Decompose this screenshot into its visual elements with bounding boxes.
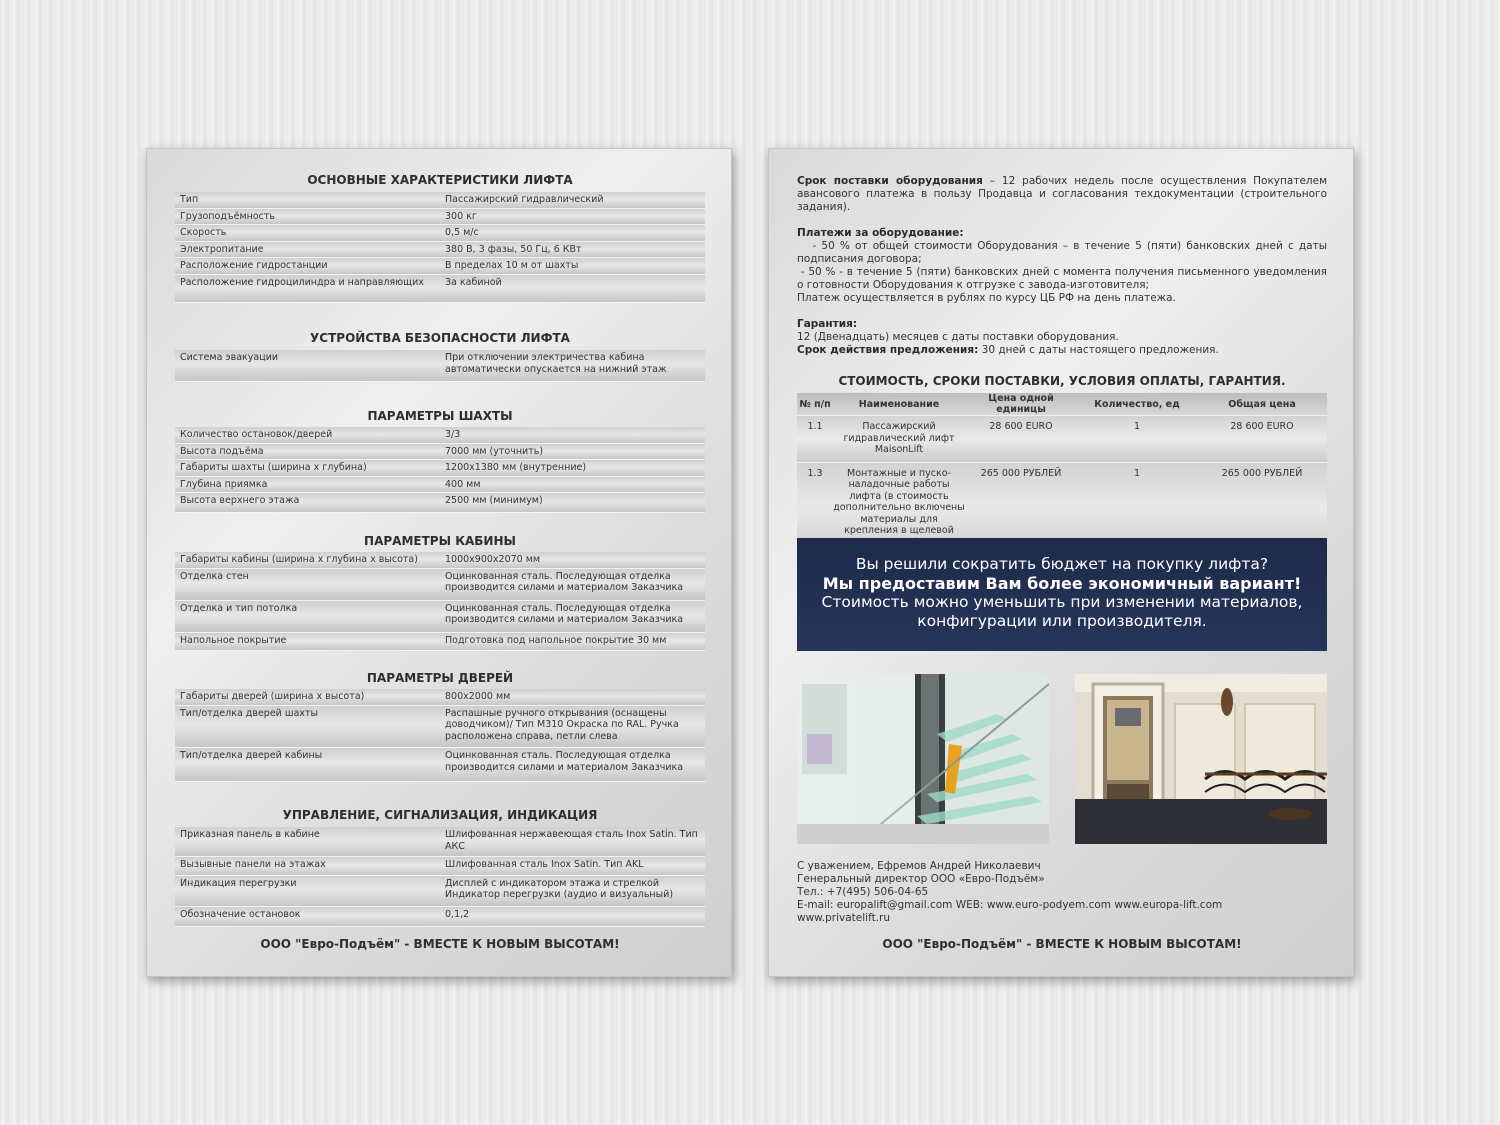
payment-terms [797,227,1331,305]
warranty-label: Гарантия: [797,318,858,330]
table-row: Индикация перегрузки Дисплей с индикатором этажа и стрелкой Индикатор перегрузки (аудио и визуальный) [175,876,705,907]
payments-label: Платежи за оборудование: [797,227,964,239]
promo-offer: Мы предоставим Вам более экономичный вариант! [822,574,1302,593]
promo-detail: Стоимость можно уменьшить при изменении материалов, конфигурации или производителя. [821,593,1303,630]
table-row: Напольное покрытие Подготовка под напольное покрытие 30 мм [175,633,705,652]
section-title-control: УПРАВЛЕНИЕ, СИГНАЛИЗАЦИЯ, ИНДИКАЦИЯ [282,808,598,822]
delivery-label: Срок поставки оборудования [797,175,983,187]
signature-position: Генеральный директор ООО «Евро-Подъём» [797,873,1045,885]
warranty-text: 12 (Двенадцать) месяцев с даты поставки оборудования. [797,331,1119,343]
table-row: Система эвакуации При отключении электричества кабина автоматически опускается на нижний этаж [175,350,705,382]
photo-glass-staircase [797,674,1049,844]
section-title-main: ОСНОВНЫЕ ХАРАКТЕРИСТИКИ ЛИФТА [307,173,573,187]
table-row: Глубина приямка 400 мм [175,477,705,494]
table-doors [175,689,705,782]
company-slogan: ООО "Евро-Подъём" - ВМЕСТЕ К НОВЫМ ВЫСОТАМ! [260,937,620,951]
payment-line: - 50 % - в течение 5 (пяти) банковских дней с момента получения письменного уведомления о готовности Оборудования к отгрузке с завода-изготовителя; [797,266,1331,291]
table-row: Вызывные панели на этажах Шлифованная сталь Inox Satin. Тип AKL [175,857,705,876]
table-row: 1.1 Пассажирский гидравлический лифт MaisonLift 28 600 EURO 1 28 600 EURO [797,416,1327,463]
table-row: Скорость 0,5 м/с [175,225,705,242]
validity-label: Срок действия предложения: [797,344,979,356]
table-row: Габариты шахты (ширина х глубина) 1200х1380 мм (внутренние) [175,460,705,477]
table-control [175,827,705,927]
signature-greeting: С уважением, Ефремов Андрей Николаевич [797,860,1041,872]
staircase-illustration [797,674,1049,844]
warranty-terms [797,318,1327,357]
promo-banner [797,538,1327,651]
section-title-doors: ПАРАМЕТРЫ ДВЕРЕЙ [366,671,514,685]
table-row: Тип/отделка дверей шахты Распашные ручного открывания (оснащены доводчиком)/ Тип М310 Окраска по RAL. Ручка расположена справа, петли слева [175,706,705,749]
section-title-cabin: ПАРАМЕТРЫ КАБИНЫ [364,534,516,548]
table-row: Отделка стен Оцинкованная сталь. Последующая отделка производится силами и материалом Заказчика [175,569,705,601]
table-row: Высота верхнего этажа 2500 мм (минимум) [175,493,705,513]
table-row: Высота подъёма 7000 мм (уточнить) [175,444,705,461]
table-row: Отделка и тип потолка Оцинкованная сталь. Последующая отделка производится силами и материалом Заказчика [175,601,705,633]
section-title-safety: УСТРОЙСТВА БЕЗОПАСНОСТИ ЛИФТА [310,331,570,345]
table-row: Габариты дверей (ширина х высота) 800х2000 мм [175,689,705,706]
table-row: Приказная панель в кабине Шлифованная нержавеющая сталь Inox Satin. Тип АКС [175,827,705,857]
price-table-header: № п/п Наименование Цена одной единицы Количество, ед Общая цена [797,393,1327,416]
right-page [768,148,1354,977]
payment-line: Платеж осуществляется в рублях по курсу ЦБ РФ на день платежа. [797,292,1176,304]
table-row: Электропитание 380 В, 3 фазы, 50 Гц, 6 КВт [175,242,705,259]
signature-website: www.privatelift.ru [797,912,891,924]
table-cabin [175,552,705,651]
table-shaft [175,427,705,513]
table-row: Тип Пассажирский гидравлический [175,192,705,209]
section-title-shaft: ПАРАМЕТРЫ ШАХТЫ [367,409,513,423]
signature-phone: Тел.: +7(495) 506-04-65 [797,886,929,898]
table-row: Расположение гидростанции В пределах 10 м от шахты [175,258,705,275]
elevator-hall-illustration [1075,674,1327,844]
photo-elevator-hall [1075,674,1327,844]
table-main [175,192,705,303]
table-row: Габариты кабины (ширина х глубина х высота) 1000х900х2070 мм [175,552,705,569]
signature-block [797,860,1327,925]
left-page [146,148,732,977]
table-safety [175,350,705,382]
table-row: 1.3 Монтажные и пуско-наладочные работы лифта (в стоимость дополнительно включены материалы для крепления в щелевой 265 000 РУБЛЕЙ 1 265 000 РУБЛЕЙ [797,463,1327,556]
table-row: Обозначение остановок 0,1,2 [175,907,705,928]
signature-contacts: E-mail: europalift@gmail.com WEB: www.euro-podyem.com www.europa-lift.com [797,899,1223,911]
promo-question: Вы решили сократить бюджет на покупку лифта? [855,555,1269,573]
validity-text: 30 дней с даты настоящего предложения. [978,344,1219,356]
delivery-terms [797,175,1327,214]
table-row: Тип/отделка дверей кабины Оцинкованная сталь. Последующая отделка производится силами и материалом Заказчика [175,748,705,782]
delivery-text: – 12 рабочих недель после осуществления Покупателем авансового платежа в пользу Продавца и согласования техдокументации (строительного задания). [797,175,1327,213]
table-row: Количество остановок/дверей 3/3 [175,427,705,444]
table-row: Расположение гидроцилиндра и направляющих За кабиной [175,275,705,304]
table-row: Грузоподъёмность 300 кг [175,209,705,226]
company-slogan: ООО "Евро-Подъём" - ВМЕСТЕ К НОВЫМ ВЫСОТАМ! [882,937,1242,951]
price-section-title: СТОИМОСТЬ, СРОКИ ПОСТАВКИ, УСЛОВИЯ ОПЛАТЫ, ГАРАНТИЯ. [838,374,1286,388]
payment-line: - 50 % от общей стоимости Оборудования – в течение 5 (пяти) банковских дней с даты подписания договора; [797,240,1331,265]
